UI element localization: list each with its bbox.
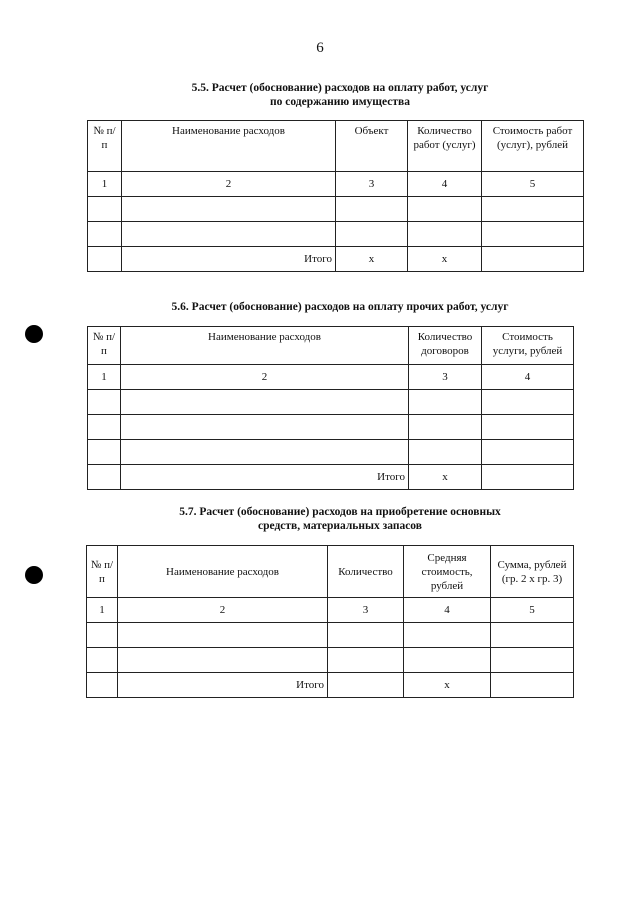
total-object-cell: х — [336, 247, 408, 272]
table-row — [88, 197, 584, 222]
punch-hole-top — [25, 325, 43, 343]
input-cell[interactable] — [88, 390, 121, 415]
total-label: Итого — [122, 247, 336, 272]
input-cell[interactable] — [482, 222, 584, 247]
input-cell[interactable] — [122, 222, 336, 247]
col-header-number: № п/п — [87, 546, 118, 598]
total-row — [88, 247, 584, 272]
total-quantity-cell[interactable] — [328, 673, 404, 698]
col-header-object: Объект — [336, 121, 408, 172]
col-header-service-cost: Стоимость услуги, рублей — [482, 327, 574, 365]
table-section-57 — [86, 545, 574, 698]
section-56-title — [0, 300, 640, 314]
col-header-average-cost: Средняя стоимость, рублей — [404, 546, 491, 598]
punch-hole-bottom — [25, 566, 43, 584]
input-cell[interactable] — [336, 197, 408, 222]
column-number-cell: 2 — [118, 598, 328, 623]
column-number-cell: 3 — [328, 598, 404, 623]
total-label: Итого — [118, 673, 328, 698]
input-cell[interactable] — [482, 440, 574, 465]
input-cell[interactable] — [88, 440, 121, 465]
input-cell[interactable] — [482, 415, 574, 440]
column-number-cell: 4 — [408, 172, 482, 197]
section-56-title-text: 5.6. Расчет (обоснование) расходов на оплату прочих работ, услуг — [171, 301, 509, 313]
section-55-title-line2: по содержанию имущества — [270, 96, 410, 108]
input-cell[interactable] — [328, 623, 404, 648]
input-cell[interactable] — [408, 197, 482, 222]
total-label: Итого — [121, 465, 409, 490]
col-header-work-cost: Стоимость работ (услуг), рублей — [482, 121, 584, 172]
input-cell[interactable] — [88, 247, 122, 272]
input-cell[interactable] — [121, 440, 409, 465]
table-row — [88, 440, 574, 465]
input-cell[interactable] — [87, 673, 118, 698]
input-cell[interactable] — [409, 390, 482, 415]
input-cell[interactable] — [87, 648, 118, 673]
input-cell[interactable] — [87, 623, 118, 648]
section-57-title — [0, 505, 640, 533]
input-cell[interactable] — [88, 465, 121, 490]
page-number: 6 — [316, 40, 324, 56]
input-cell[interactable] — [118, 623, 328, 648]
input-cell[interactable] — [328, 648, 404, 673]
total-row — [87, 673, 574, 698]
table-row — [88, 415, 574, 440]
total-cost-cell[interactable] — [482, 247, 584, 272]
column-number-cell: 1 — [88, 172, 122, 197]
input-cell[interactable] — [408, 222, 482, 247]
col-header-number: № п/п — [88, 327, 121, 365]
col-header-quantity: Количество — [328, 546, 404, 598]
col-header-work-quantity: Количество работ (услуг) — [408, 121, 482, 172]
input-cell[interactable] — [491, 623, 574, 648]
section-57-title-line2: средств, материальных запасов — [258, 520, 422, 532]
input-cell[interactable] — [482, 197, 584, 222]
input-cell[interactable] — [409, 440, 482, 465]
column-number-cell: 1 — [88, 365, 121, 390]
column-number-cell: 4 — [404, 598, 491, 623]
column-number-row — [87, 598, 574, 623]
total-quantity-cell: х — [408, 247, 482, 272]
input-cell[interactable] — [121, 390, 409, 415]
input-cell[interactable] — [88, 222, 122, 247]
header-row — [88, 327, 574, 365]
table-row — [87, 648, 574, 673]
column-number-row — [88, 172, 584, 197]
col-header-number: № п/п — [88, 121, 122, 172]
column-number-row — [88, 365, 574, 390]
input-cell[interactable] — [122, 197, 336, 222]
column-number-cell: 1 — [87, 598, 118, 623]
col-header-sum: Сумма, рублей (гр. 2 х гр. 3) — [491, 546, 574, 598]
input-cell[interactable] — [336, 222, 408, 247]
column-number-cell: 2 — [122, 172, 336, 197]
total-row — [88, 465, 574, 490]
col-header-expense-name: Наименование расходов — [118, 546, 328, 598]
section-55-title — [0, 81, 640, 109]
input-cell[interactable] — [88, 415, 121, 440]
section-57-title-line1: 5.7. Расчет (обоснование) расходов на приобретение основных — [179, 506, 501, 518]
column-number-cell: 5 — [491, 598, 574, 623]
section-55-title-line1: 5.5. Расчет (обоснование) расходов на оплату работ, услуг — [191, 82, 489, 94]
column-number-cell: 3 — [409, 365, 482, 390]
input-cell[interactable] — [404, 648, 491, 673]
column-number-cell: 5 — [482, 172, 584, 197]
input-cell[interactable] — [118, 648, 328, 673]
table-row — [88, 390, 574, 415]
col-header-expense-name: Наименование расходов — [121, 327, 409, 365]
total-sum-cell[interactable] — [491, 673, 574, 698]
col-header-expense-name: Наименование расходов — [122, 121, 336, 172]
input-cell[interactable] — [482, 390, 574, 415]
column-number-cell: 3 — [336, 172, 408, 197]
total-cost-cell[interactable] — [482, 465, 574, 490]
total-average-cost-cell: х — [404, 673, 491, 698]
col-header-contracts-quantity: Количество договоров — [409, 327, 482, 365]
column-number-cell: 2 — [121, 365, 409, 390]
table-section-55 — [87, 120, 584, 272]
header-row — [87, 546, 574, 598]
input-cell[interactable] — [88, 197, 122, 222]
input-cell[interactable] — [491, 648, 574, 673]
input-cell[interactable] — [409, 415, 482, 440]
column-number-cell: 4 — [482, 365, 574, 390]
table-row — [87, 623, 574, 648]
input-cell[interactable] — [404, 623, 491, 648]
header-row — [88, 121, 584, 172]
total-quantity-cell: х — [409, 465, 482, 490]
table-row — [88, 222, 584, 247]
table-section-56 — [87, 326, 574, 490]
input-cell[interactable] — [121, 415, 409, 440]
